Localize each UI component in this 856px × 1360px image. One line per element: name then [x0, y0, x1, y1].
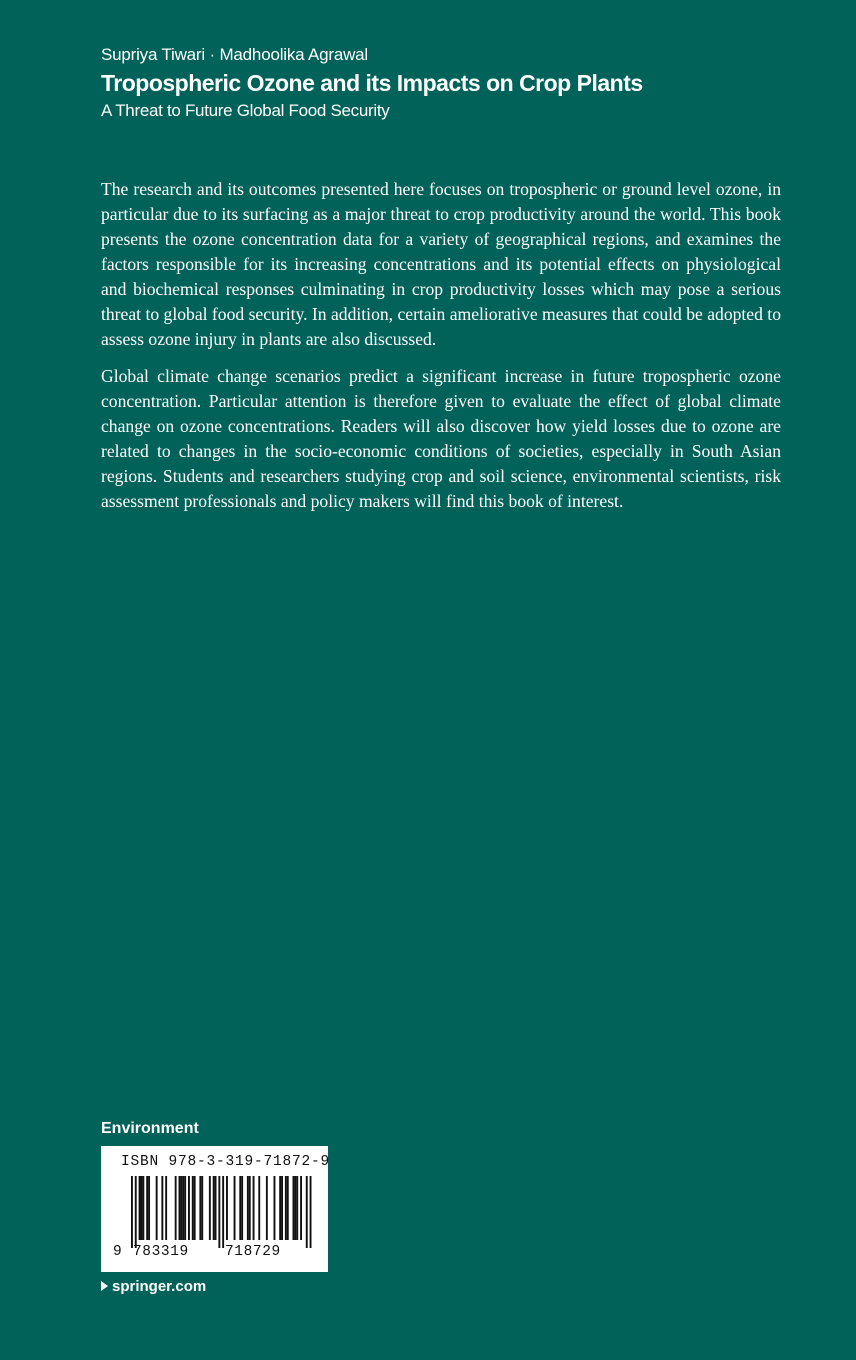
barcode-bar: [266, 1176, 268, 1240]
barcode-bar: [184, 1176, 186, 1240]
barcode-bar: [179, 1176, 181, 1240]
barcode-bar: [213, 1176, 215, 1240]
triangle-arrow-icon: [101, 1281, 108, 1291]
barcode-bar: [188, 1176, 190, 1240]
barcode-bar: [161, 1176, 163, 1240]
barcode-first-digit: 9: [113, 1244, 122, 1260]
isbn-barcode: [101, 1146, 331, 1272]
barcode-bar: [142, 1176, 144, 1240]
barcode-bar: [135, 1176, 137, 1248]
barcode-bar: [139, 1176, 141, 1240]
barcode-bar: [215, 1176, 217, 1240]
barcode-bar: [281, 1176, 283, 1240]
book-subtitle: A Threat to Future Global Food Security: [101, 101, 390, 120]
barcode-bar: [194, 1176, 196, 1240]
barcode-bar: [148, 1176, 150, 1240]
barcode-bar: [300, 1176, 302, 1240]
barcode-bar: [249, 1176, 251, 1240]
authors: Supriya Tiwari · Madhoolika Agrawal: [101, 45, 369, 64]
barcode-bar: [253, 1176, 255, 1240]
barcode-bar: [226, 1176, 228, 1240]
barcode-bar: [274, 1176, 276, 1240]
publisher-link[interactable]: [101, 1277, 206, 1297]
barcode-bar: [199, 1176, 201, 1240]
barcode-left-digits: 783319: [133, 1244, 189, 1260]
barcode-bar: [201, 1176, 203, 1240]
barcode-bar: [209, 1176, 211, 1240]
description-paragraph: The research and its outcomes presented here focuses on tropospheric or ground level ozone, in particular due to its surfacing as a major threat to crop productivity around the world. This book presents the ozone concentration data for a variety of geographical regions, and examines the factors responsible for its increasing concentrations and its potential effects on physiological and biochemical responses culminating in crop productivity losses which may pose a serious threat to global food security. In addition, certain ameliorative measures that could be adopted to assess ozone injury in plants are also discussed.: [101, 179, 781, 349]
barcode-bar: [258, 1176, 260, 1240]
barcode-bar: [285, 1176, 287, 1240]
barcode-bar: [165, 1176, 167, 1240]
description-paragraph: Global climate change scenarios predict a significant increase in future tropospheric ozone concentration. Particular attention is therefore given to evaluate the effect of global climate change on ozone concentrations. Readers will also discover how yield losses due to ozone are related to changes in the socio-economic conditions of societies, especially in South Asian regions. Students and researchers studying crop and soil science, environmental scientists, risk assessment professionals and policy makers will find this book of interest.: [101, 366, 781, 511]
barcode-bar: [294, 1176, 296, 1240]
barcode-bar: [306, 1176, 308, 1248]
book-title: Tropospheric Ozone and its Impacts on Crop Plants: [101, 70, 643, 96]
barcode-bar: [141, 1176, 143, 1240]
barcode-right-digits: 718729: [225, 1244, 281, 1260]
barcode-bar: [293, 1176, 295, 1240]
publisher-link-text[interactable]: springer.com: [112, 1278, 207, 1295]
barcode-bar: [247, 1176, 249, 1240]
category-label: Environment: [101, 1120, 199, 1137]
barcode-bar: [279, 1176, 281, 1240]
barcode-bar: [310, 1176, 312, 1248]
barcode-bar: [192, 1176, 194, 1240]
barcode-bar: [241, 1176, 243, 1240]
barcode-bar: [239, 1176, 241, 1240]
barcode-bar: [131, 1176, 133, 1248]
cover-header: [101, 44, 801, 122]
barcode-bar: [296, 1176, 298, 1240]
barcode-bar: [222, 1176, 224, 1248]
barcode-bar: [146, 1176, 148, 1240]
description: [101, 177, 781, 526]
barcode-bar: [287, 1176, 289, 1240]
barcode-bar: [218, 1176, 220, 1248]
isbn-label: ISBN 978-3-319-71872-9: [121, 1154, 331, 1170]
barcode-bar: [180, 1176, 182, 1240]
barcode-bar: [234, 1176, 236, 1240]
barcode-bar: [156, 1176, 158, 1240]
barcode-bar: [182, 1176, 184, 1240]
barcode-bar: [175, 1176, 177, 1240]
